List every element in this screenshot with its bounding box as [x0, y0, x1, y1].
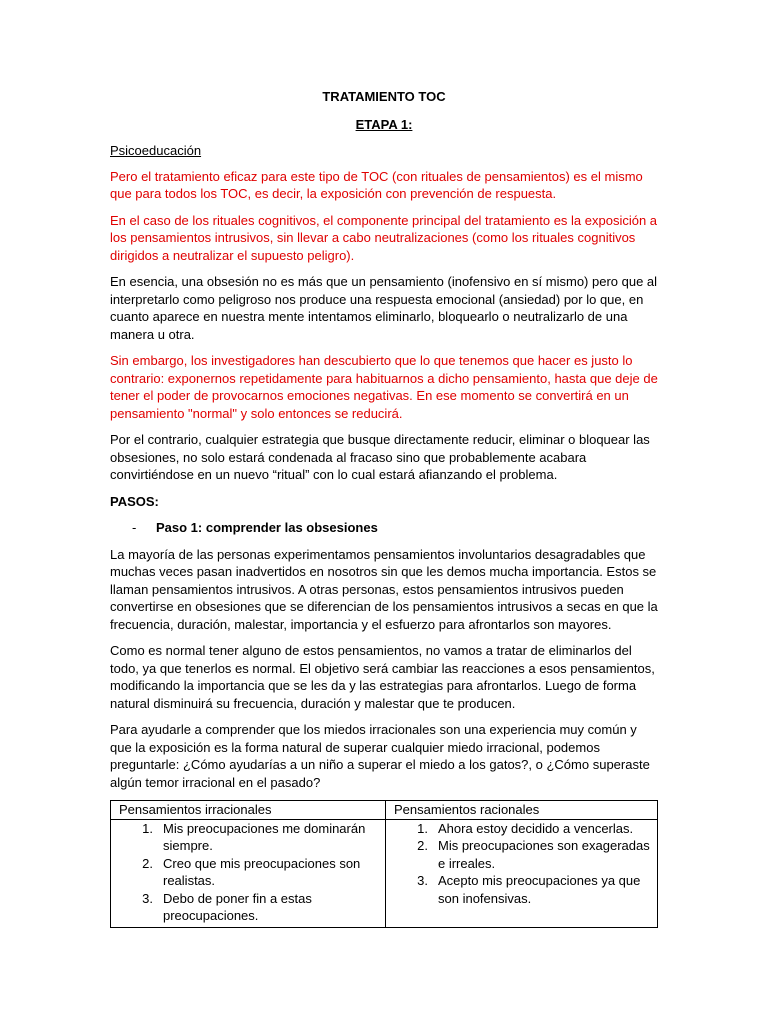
list-item: 1. Mis preocupaciones me dominarán siempre. [142, 820, 366, 853]
list-item: 3. Debo de poner fin a estas preocupaciones. [142, 890, 312, 923]
list-item: 3. Acepto mis preocupaciones ya que son inofensivas. [417, 873, 641, 906]
paragraph: En esencia, una obsesión no es más que un pensamiento (inofensivo en sí mismo) pero que al interpretarlo como peligroso nos produce una respuesta emocional (ansiedad) por lo que, en cuanto aparece en nuestra mente intentamos eliminarlo, bloquearlo o neutralizarlo de una manera u otra. [110, 274, 658, 342]
list-item: 1. Ahora estoy decidido a vencerlas. [417, 820, 634, 836]
thoughts-table [110, 800, 658, 928]
paragraph: La mayoría de las personas experimentamos pensamientos involuntarios desagradables que muchas veces pasan inadvertidos en nosotros sin que les demos mucha importancia. Estos se llaman pensamientos intrusivos. A otras personas, estos pensamientos intrusivos pueden convertirse en obsesiones que se diferencian de los pensamientos intrusivos a secas en que la frecuencia, duración, malestar, importancia y el esfuerzo para afrontarlos son mayores. [110, 546, 658, 632]
list-item: 2. Creo que mis preocupaciones son realistas. [142, 855, 361, 888]
stage-heading: ETAPA 1: [355, 116, 413, 132]
table-header: Pensamientos irracionales [111, 801, 386, 820]
table-header-row [111, 801, 658, 820]
document-title: TRATAMIENTO TOC [322, 89, 446, 104]
paragraph: Sin embargo, los investigadores han descubierto que lo que tenemos que hacer es justo lo contrario: exponernos repetidamente para habituarnos a dicho pensamiento, hasta que deje de tener el poder de provocarnos emociones negativas. En ese momento se convertirá en un pensamiento "normal" y solo entonces se reducirá. [110, 353, 658, 421]
step-title: Paso 1: comprender las obsesiones [156, 520, 378, 535]
irrational-list [117, 820, 379, 925]
list-item: 2. Mis preocupaciones son exageradas e irreales. [417, 838, 650, 871]
paragraph: Para ayudarle a comprender que los miedos irracionales son una experiencia muy común y que la exposición es la forma natural de superar cualquier miedo irracional, podemos preguntarle: ¿Cómo ayudarías a un niño a superar el miedo a los gatos?, o ¿Cómo superaste algún temor irracional en el pasado? [110, 722, 650, 790]
list-dash: - [132, 520, 137, 535]
section-heading: Psicoeducación [110, 143, 202, 158]
steps-label: PASOS: [110, 493, 159, 509]
table-cell-rational [386, 819, 658, 927]
paragraph: Pero el tratamiento eficaz para este tipo de TOC (con rituales de pensamientos) es el mismo que para todos los TOC, es decir, la exposición con prevención de respuesta. [110, 168, 643, 201]
step-heading [110, 519, 658, 537]
paragraph: Por el contrario, cualquier estrategia que busque directamente reducir, eliminar o bloquear las obsesiones, no solo estará condenada al fracaso sino que probablemente acabara convirtiéndose en un nuevo “ritual” con lo cual estará afianzando el problema. [110, 432, 650, 482]
paragraph: Como es normal tener alguno de estos pensamientos, no vamos a tratar de eliminarlos del todo, ya que tenerlos es normal. El objetivo será cambiar las reacciones a esos pensamientos, modificando la importancia que se les da y las estrategias para afrontarlos. Luego de forma natural disminuirá su frecuencia, duración y malestar que te producen. [110, 643, 655, 711]
table-header: Pensamientos racionales [386, 801, 658, 820]
table-row [111, 819, 658, 927]
rational-list [392, 820, 651, 908]
paragraph: En el caso de los rituales cognitivos, el componente principal del tratamiento es la exposición a los pensamientos intrusivos, sin llevar a cabo neutralizaciones (como los rituales cognitivos dirigidos a neutralizar el supuesto peligro). [110, 212, 658, 263]
document-body [110, 88, 658, 928]
table-cell-irrational [111, 819, 386, 927]
